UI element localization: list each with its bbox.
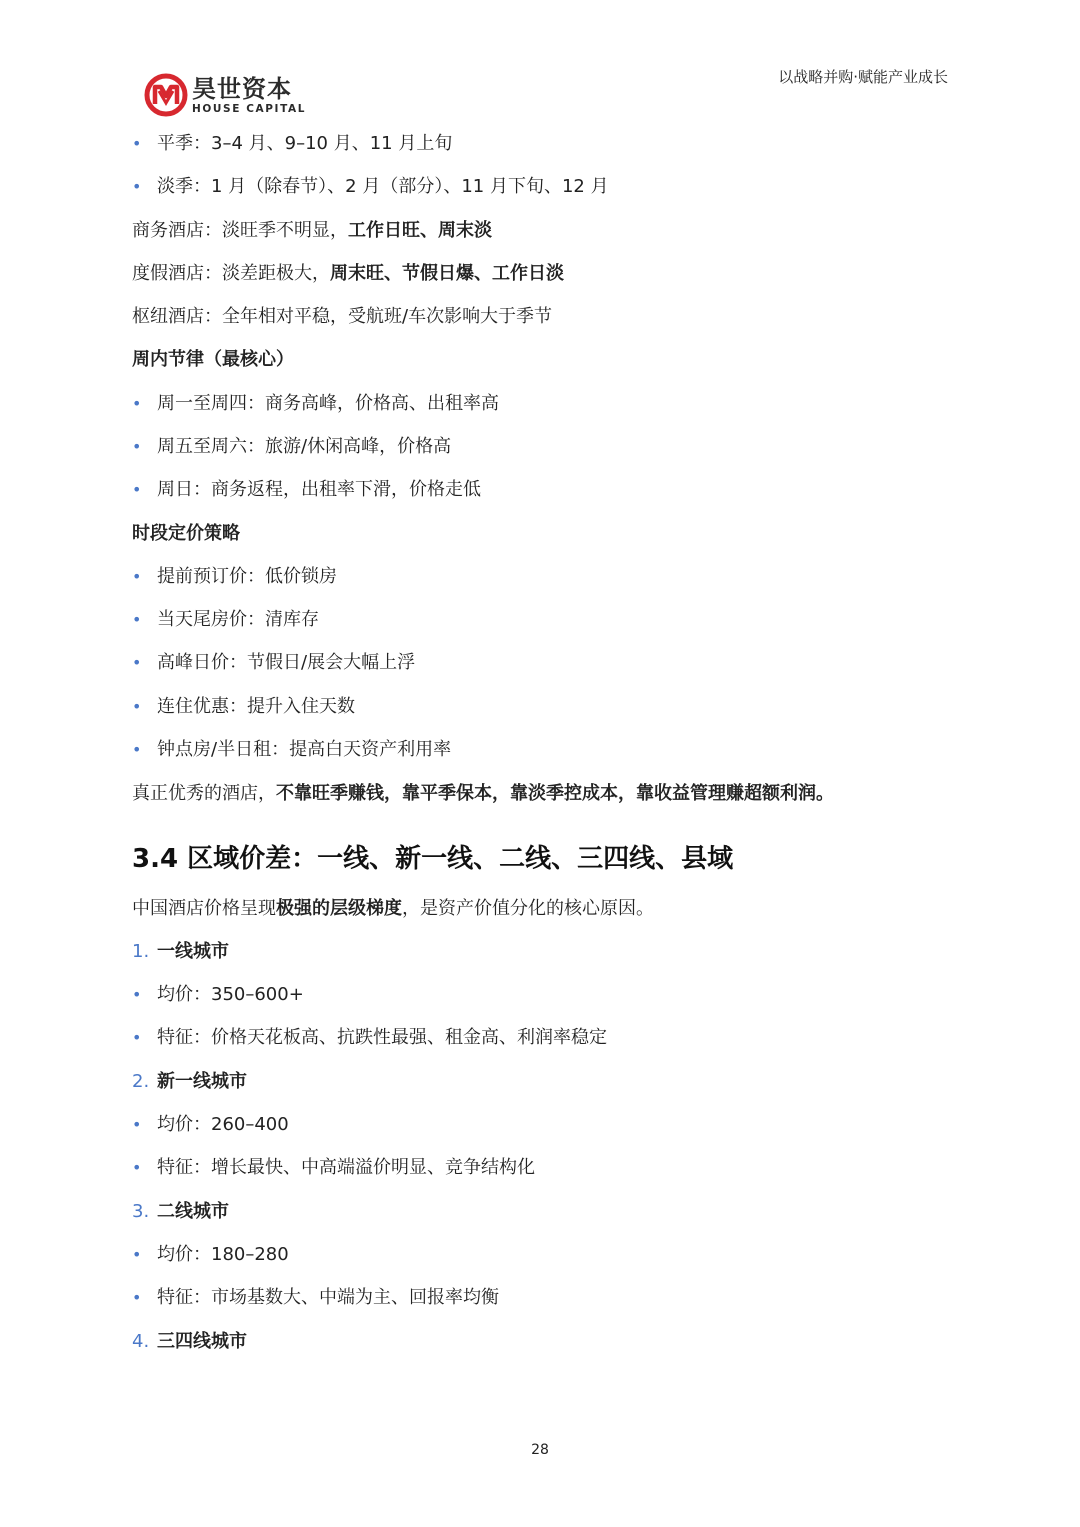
bullet-icon: •: [132, 1115, 142, 1134]
bullet-icon: •: [132, 480, 142, 499]
bullet-icon: •: [132, 697, 142, 716]
document-page: 昊世资本 HOUSE CAPITAL 以战略并购·赋能产业成长 • 平季：3–4 月、9–10 月、11 月上旬 • 淡季：1 月（除春节）、2 月（部分）、11 月下旬、12 月 商务酒店：淡旺季不明显，工作日旺、周末淡 度假酒店：淡差距极大，周末旺、节假日爆、工作日淡 枢纽酒店：全年相对平稳，受航班/车次影响大于季节 周内节律（最核心） • 周一至周四：商务高峰，价格高、出租率高 • 周五至周六：旅游/休闲高峰，价格高 • 周日：商务返程，出租率下滑，价格走低 时段定价策略 • 提前预订价：低价锁房 • 当天尾房价：清库存 • 高峰日价：节假日/展会大幅上浮 • 连住优惠：提升入住天数 • 钟点房/半日租：提高白天资产利用率 真正优秀的酒店，不靠旺季赚钱，靠平季保本，靠淡季控成本，靠收益管理赚超额利润。 3.4 区域价差：一线、新一线、二线、三四线、县域 中国酒店价格呈现极强的层级梯度，是资产价值分化的核心原因。 1. 一线城市 • 均价：350–600+ • 特征：价格天花板高、抗跌性最强、租金高、利润率稳定 2. 新一线城市 • 均价：260–400 • 特征：增长最快、中高端溢价明显、竞争结构化 3. 二线城市 • 均价：180–280 • 特征：市场基数大、中端为主、回报率均衡 4. 三四线城市 28: [0, 0, 1080, 1527]
bullet-icon: •: [132, 1028, 142, 1047]
company-logo: [144, 72, 306, 118]
paragraph-business-hotel: 商务酒店：淡旺季不明显，工作日旺、周末淡: [132, 220, 492, 241]
timing-heading: 时段定价策略: [132, 523, 240, 544]
header-slogan: 以战略并购·赋能产业成长: [778, 68, 948, 86]
bullet-icon: •: [132, 394, 142, 413]
bullet-icon: •: [132, 610, 142, 629]
conclusion-paragraph: 真正优秀的酒店，不靠旺季赚钱，靠平季保本，靠淡季控成本，靠收益管理赚超额利润。: [132, 783, 834, 804]
bullet-icon: •: [132, 1245, 142, 1264]
weekly-heading: 周内节律（最核心）: [132, 349, 294, 370]
bullet-icon: •: [132, 1158, 142, 1177]
bullet-icon: •: [132, 985, 142, 1004]
logo-chinese-name: 昊世资本: [192, 74, 292, 103]
bullet-icon: •: [132, 740, 142, 759]
paragraph-resort-hotel: 度假酒店：淡差距极大，周末旺、节假日爆、工作日淡: [132, 263, 564, 284]
bullet-icon: •: [132, 567, 142, 586]
bullet-icon: •: [132, 177, 142, 196]
season-flat-text: 平季：3–4 月、9–10 月、11 月上旬: [157, 133, 453, 154]
paragraph-hub-hotel: 枢纽酒店：全年相对平稳，受航班/车次影响大于季节: [132, 306, 553, 327]
bullet-icon: •: [132, 134, 142, 153]
house-capital-logo-icon: [144, 73, 188, 117]
bullet-icon: •: [132, 437, 142, 456]
page-number: 28: [531, 1442, 549, 1458]
season-low-text: 淡季：1 月（除春节）、2 月（部分）、11 月下旬、12 月: [157, 176, 609, 197]
bullet-icon: •: [132, 1288, 142, 1307]
section-title: 3.4 区域价差：一线、新一线、二线、三四线、县域: [132, 844, 734, 874]
section-intro: 中国酒店价格呈现极强的层级梯度，是资产价值分化的核心原因。: [132, 898, 654, 919]
logo-english-name: HOUSE CAPITAL: [192, 102, 307, 115]
bullet-icon: •: [132, 653, 142, 672]
